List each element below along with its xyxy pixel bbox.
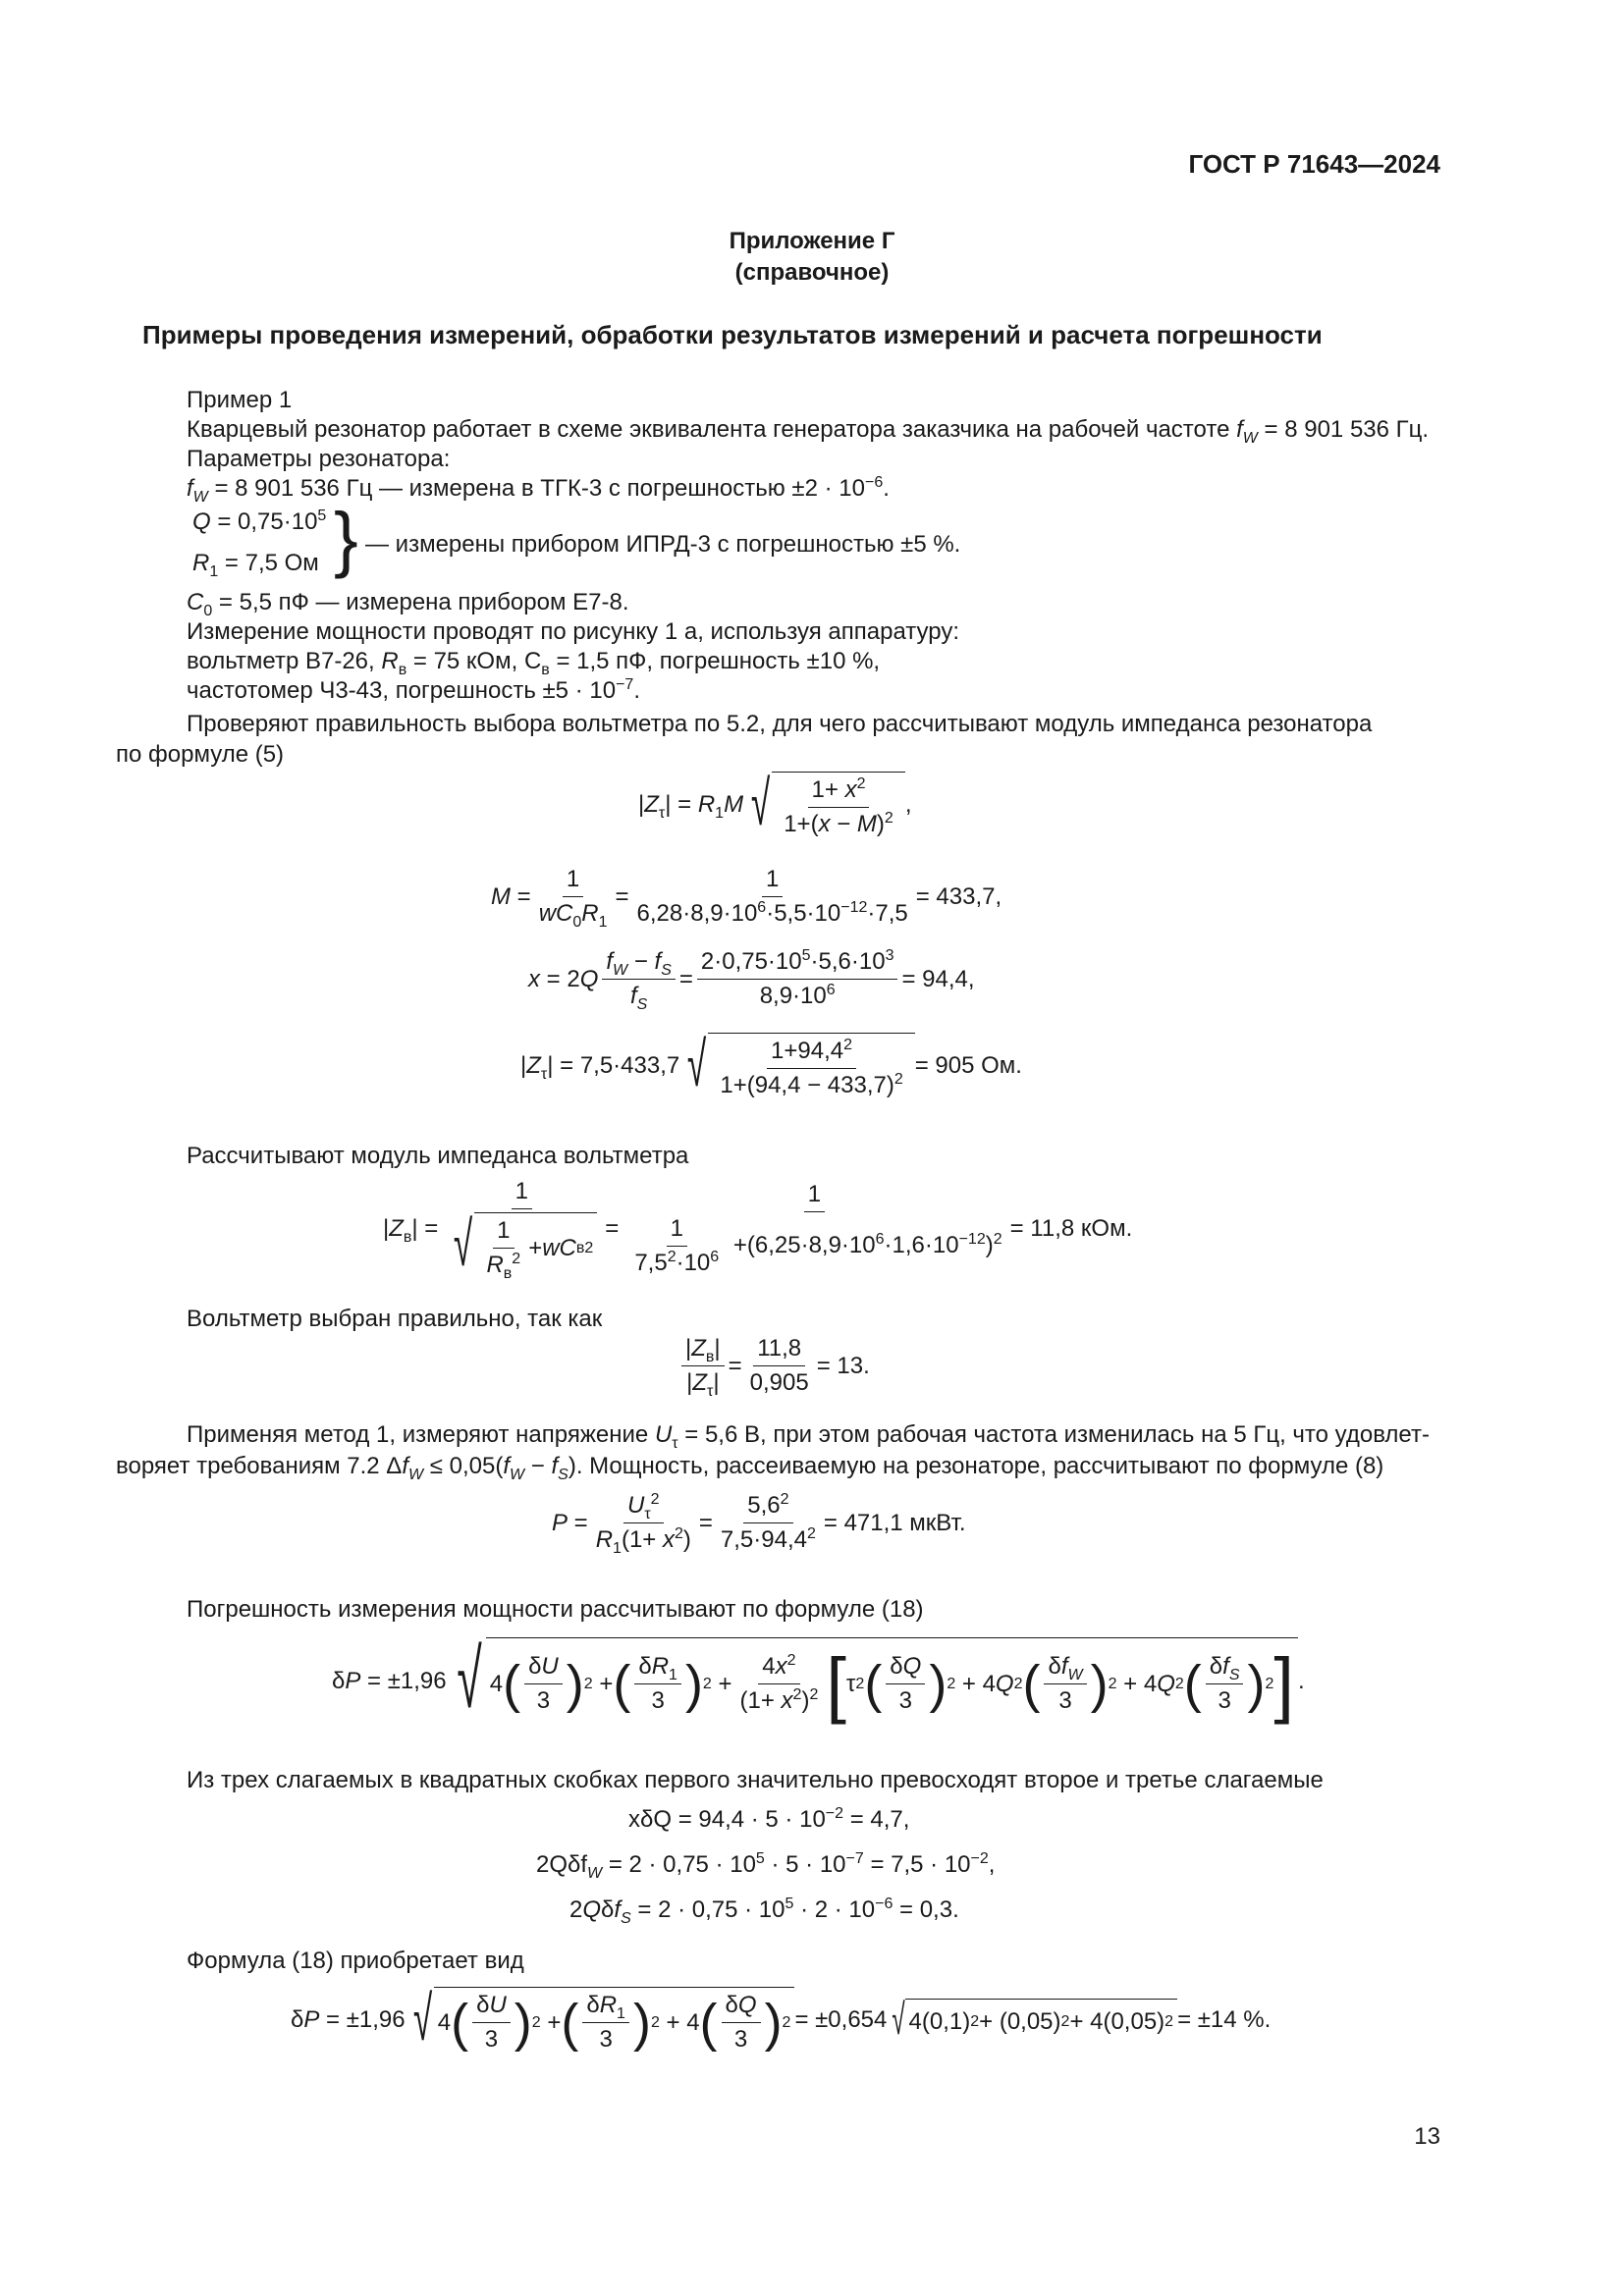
formula-z-voltmeter: $|Z_в|$ = 1 √ $\frac{1}{R_в^2}$ + wC в 2 = 1 $\frac{1}{7,5^2\cdot 10^6}$ $+(6,25\cdot 8,9\cdot 10^6\cdot 1,6\cdot 10^{-12})^2$ = 11,8 кОм. <box>383 1178 1133 1282</box>
formula-x: x = 2 Q $\frac{f_W - f_S}{f_S}$ = $\frac{2\cdot 0,75\cdot 10^5\cdot 5,6\cdot 10^3}{8,9\cdot 10^6}$ = 94,4, <box>528 947 975 1013</box>
text-line: Формула (18) приобретает вид <box>187 1948 524 1974</box>
section-heading: Примеры проведения измерений, обработки результатов измерений и расчета погрешности <box>142 320 1323 349</box>
text-line: $f_W = 8$ 901 536 Гц — измерена в ТГК-3 с погрешностью $\pm 2 \cdot 10^{-6}$. <box>187 474 890 506</box>
formula-delta-p: δP = ±1,96 √ 4 ( $\frac{\delta U}{3}$ ) 2 + ( $\frac{\delta R_1}{3}$ ) 2 + $\frac{4x^2}{(1+ x^2)^2}$ [ τ 2 ( $\frac{\delta Q}{3}$ ) 2 + 4 Q 2 ( $\frac{\delta f_W}{3}$ ) 2 + 4 Q 2 ( $\frac{\delta f_S}{3}$ ) 2 ] . <box>332 1632 1305 1725</box>
text-line: Вольтметр выбран правильно, так как <box>187 1306 603 1332</box>
formula-z-resonator: $|Z_\tau| = R_1M$ √ $\frac{1+ x^2}{1+(x - M)^2}$ , <box>638 768 912 838</box>
text-line: Из трех слагаемых в квадратных скобках первого значительно превосходят второе и третье слагаемые <box>187 1767 1324 1793</box>
formula-ratio: $\frac{|Z_в|}{|Z_\tau|}$ = $\frac{11,8}{0,905}$ = 13. <box>677 1335 870 1397</box>
text-line: Применяя метод 1, измеряют напряжение $U_\tau = 5,6$ В, при этом рабочая частота изменилась на 5 Гц, что удовлет- <box>187 1421 1430 1452</box>
text-line: Проверяют правильность выбора вольтметра по 5.2, для чего рассчитывают модуль импеданса резонатора <box>187 711 1373 737</box>
formula-xdq: $x\delta Q = 94,4 \cdot 5 \cdot 10^{-2} = 4,7$, <box>628 1805 910 1833</box>
doc-code: ГОСТ Р 71643—2024 <box>1188 149 1440 179</box>
text-line: Рассчитывают модуль импеданса вольтметра <box>187 1143 689 1169</box>
text-line: воряет требованиям 7.2 $\Delta f_W \le 0,05(f_W - f_S)$. Мощность, рассеиваемую на резонаторе, рассчитывают по формуле (8) <box>116 1453 1384 1483</box>
example-label: Пример 1 <box>187 387 293 413</box>
text-line: Измерение мощности проводят по рисунку 1 а, используя аппаратуру: <box>187 618 959 645</box>
page-number: 13 <box>1414 2123 1440 2150</box>
brace-symbol: } <box>334 498 358 579</box>
text-line: частотомер Ч3-43, погрешность $\pm 5 \cdot 10^{-7}$. <box>187 676 640 704</box>
formula-z-numeric: $|Z_\tau| = 7,5\cdot 433,7$ √ $\frac{1+94,4^2}{1+(94,4 - 433,7)^2}$ = 905 Ом. <box>520 1029 1022 1099</box>
formula-final: δP = ±1,96 √ 4 ( $\frac{\delta U}{3}$ ) 2 + ( $\frac{\delta R_1}{3}$ ) 2 + 4 ( $\frac{\delta Q}{3}$ ) 2 = ±0,654 √ 4(0,1) 2 + (0,05) 2 + 4(0,05) 2 = ±14 %. <box>291 1983 1272 2054</box>
text-line: $C_0 = 5,5$ пФ — измерена прибором Е7-8. <box>187 589 629 619</box>
formula-qdfs: $2Q\delta f_S = 2 \cdot 0,75 \cdot 10^5 \cdot 2 \cdot 10^{-6} = 0,3$. <box>569 1896 959 1927</box>
formula-q: $Q = 0,75\cdot 10^5$ <box>192 507 327 535</box>
text-line: Параметры резонатора: <box>187 446 451 472</box>
formula-qdfw: $2Q\delta f_W = 2 \cdot 0,75 \cdot 10^5 \cdot 5 \cdot 10^{-7} = 7,5 \cdot 10^{-2}$, <box>536 1850 996 1882</box>
text-line: Погрешность измерения мощности рассчитывают по формуле (18) <box>187 1596 924 1623</box>
appendix-subtitle: (справочное) <box>734 259 890 286</box>
text-line: по формуле (5) <box>116 741 285 768</box>
text-line: — измерены прибором ИПРД-3 с погрешностью ±5 %. <box>365 531 961 558</box>
text-line: Кварцевый резонатор работает в схеме эквивалента генератора заказчика на рабочей частоте $f_W = 8$ 901 536 Гц. <box>187 416 1430 447</box>
formula-p: P = $\frac{U_\tau^2}{R_1(1+ x^2)}$ = $\frac{5,6^2}{7,5\cdot 94,4^2}$ = 471,1 мкВт. <box>552 1491 966 1557</box>
formula-r1: $R_1 = 7,5$ Ом <box>192 550 319 580</box>
appendix-title: Приложение Г <box>729 228 895 254</box>
formula-m: M = $\frac{1}{wC_0R_1}$ = $\frac{1}{6,28\cdot 8,9\cdot 10^6\cdot 5,5\cdot 10^{-12}\cdot 7,5}$ = 433,7, <box>491 866 1002 931</box>
text-line: вольтметр В7-26, $R_в = 75$ кОм, $С_в = 1,5$ пФ, погрешность ±10 %, <box>187 648 881 678</box>
